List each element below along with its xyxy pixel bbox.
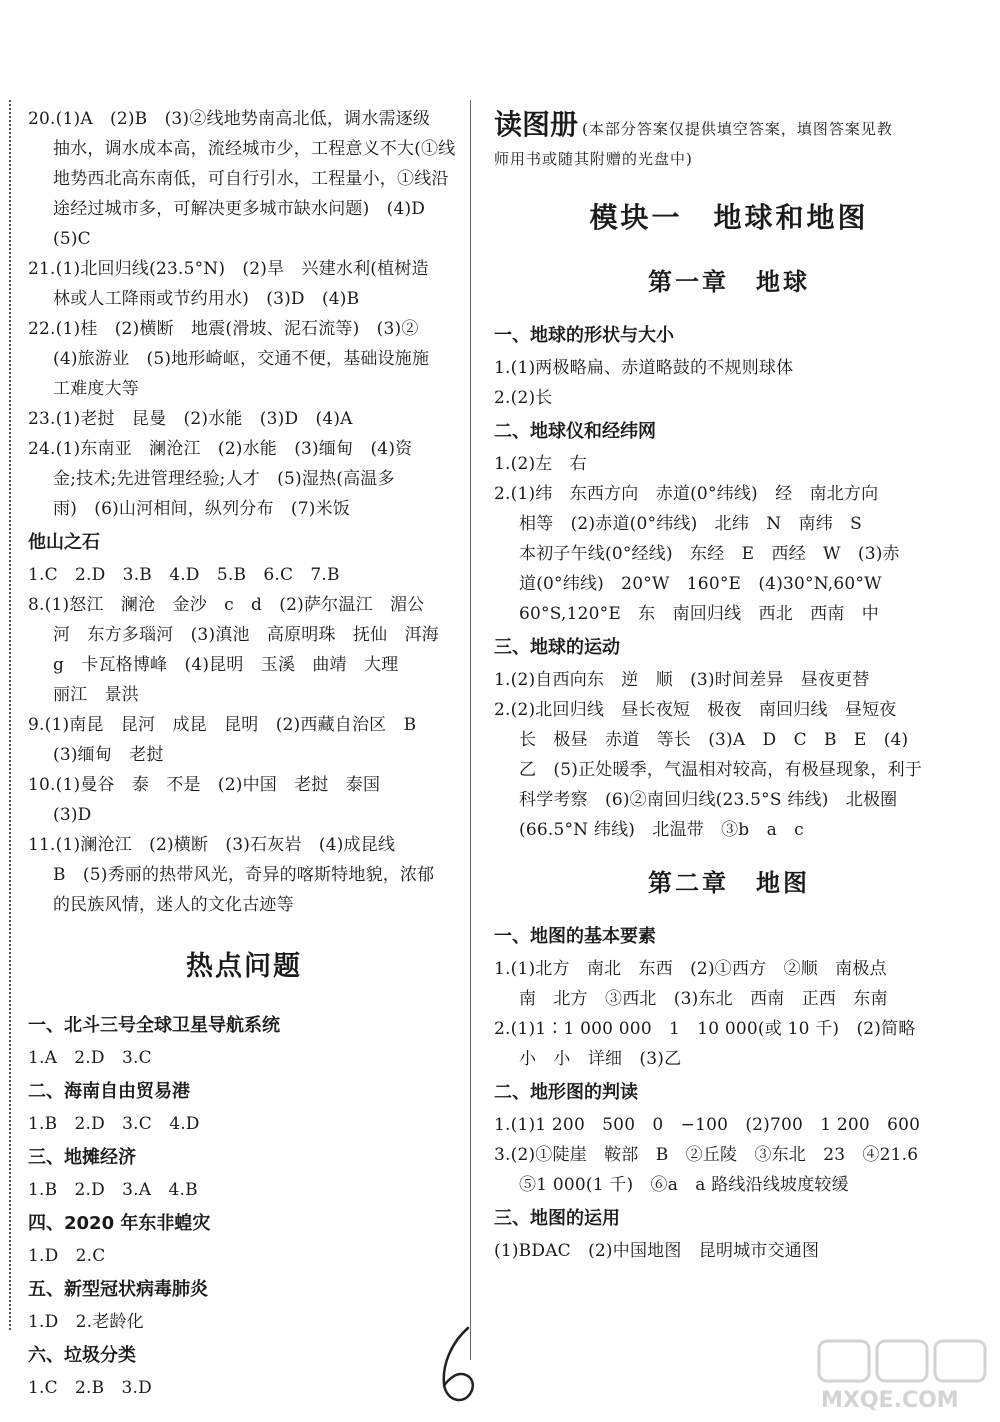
answer-line: 科学考察 (6)②南回归线(23.5°S 纬线) 北极圈 xyxy=(519,790,898,810)
answer-item xyxy=(494,449,964,479)
answer-line: 工难度大等 xyxy=(53,379,139,399)
answer-line: 抽水，调水成本高，流经城市少，工程意义不大(①线 xyxy=(53,139,456,159)
binding-fold-line xyxy=(9,100,11,1330)
section-heading: 四、2020 年东非蝗灾 xyxy=(28,1213,211,1234)
answer-item xyxy=(494,1014,964,1074)
answer-item xyxy=(28,434,460,524)
answer-line: 南 北方 ③西北 (3)东北 西南 正西 东南 xyxy=(519,989,888,1009)
section-answers: 1.B 2.D 3.A 4.B xyxy=(28,1180,198,1200)
handwritten-page-number xyxy=(430,1322,490,1412)
answer-line: 1.(1)北方 南北 东西 (2)①西方 ②顺 南极点 xyxy=(494,959,887,979)
map-book-note-cont: 师用书或随其附赠的光盘中) xyxy=(494,150,693,168)
svg-text:MXQE.COM: MXQE.COM xyxy=(821,1388,959,1413)
map-book-title: 读图册 xyxy=(494,108,579,141)
answer-line: ⑤1 000(1 千) ⑥a a 路线沿线坡度较缓 xyxy=(519,1175,849,1195)
answer-line: 1.(1)1 200 500 0 −100 (2)700 1 200 600 xyxy=(494,1115,921,1135)
answer-line: 3.(2)①陡崖 鞍部 B ②丘陵 ③东北 23 ④21.6 xyxy=(494,1145,919,1165)
answer-item xyxy=(28,590,460,710)
answer-line: 1.(2)自西向东 逆 顺 (3)时间差异 昼夜更替 xyxy=(494,670,870,690)
answer-line: 丽江 景洪 xyxy=(53,685,139,705)
answer-line: 10.(1)曼谷 泰 不是 (2)中国 老挝 泰国 xyxy=(28,775,381,795)
section-heading: 二、地球仪和经纬网 xyxy=(494,421,656,442)
answer-item xyxy=(494,383,964,413)
answer-item xyxy=(28,254,460,314)
answer-line: 24.(1)东南亚 澜沧江 (2)水能 (3)缅甸 (4)资 xyxy=(28,439,413,459)
left-column xyxy=(28,104,460,1403)
answer-item xyxy=(494,1140,964,1200)
section-answers: 1.D 2.C xyxy=(28,1246,106,1266)
section-answers: 1.B 2.D 3.C 4.D xyxy=(28,1114,200,1134)
answer-line: (3)D xyxy=(53,805,92,825)
answer-line: 22.(1)桂 (2)横断 地震(滑坡、泥石流等) (3)② xyxy=(28,319,419,339)
answer-item xyxy=(494,695,964,845)
watermark-logo xyxy=(815,1335,995,1415)
column-divider xyxy=(470,100,471,1360)
section-heading: 三、地摊经济 xyxy=(28,1147,136,1168)
map-book-header xyxy=(494,110,964,174)
section-heading: 六、垃圾分类 xyxy=(28,1345,136,1366)
section-answers: 1.A 2.D 3.C xyxy=(28,1048,152,1068)
answer-line: 雨) (6)山河相间，纵列分布 (7)米饭 xyxy=(53,499,350,519)
answer-line: 1.C 2.D 3.B 4.D 5.B 6.C 7.B xyxy=(28,565,340,585)
answer-line: 8.(1)怒江 澜沧 金沙 c d (2)萨尔温江 湄公 xyxy=(28,595,425,615)
answer-item xyxy=(494,353,964,383)
answer-line: 道(0°纬线) 20°W 160°E (4)30°N,60°W xyxy=(519,574,882,594)
hot-topics-title: 热点问题 xyxy=(186,951,302,982)
answer-line: (4)旅游业 (5)地形崎岖，交通不便，基础设施施 xyxy=(53,349,430,369)
section-heading: 五、新型冠状病毒肺炎 xyxy=(28,1279,208,1300)
chapter-title: 第一章 地球 xyxy=(648,268,810,296)
answer-line: 乙 (5)正处暖季，气温相对较高，有极昼现象，利于 xyxy=(519,760,923,780)
section-heading: 一、地图的基本要素 xyxy=(494,926,656,947)
answer-line: 2.(2)长 xyxy=(494,388,553,408)
answer-line: 60°S,120°E 东 南回归线 西北 西南 中 xyxy=(519,604,879,624)
answer-item xyxy=(28,710,460,770)
answer-line: (1)BDAC (2)中国地图 昆明城市交通图 xyxy=(494,1241,820,1261)
section-heading: 三、地图的运用 xyxy=(494,1208,620,1229)
answer-item xyxy=(28,104,460,254)
answer-line: g 卡瓦格博峰 (4)昆明 玉溪 曲靖 大理 xyxy=(53,655,399,675)
module-title: 模块一 地球和地图 xyxy=(589,201,869,234)
answer-line: 11.(1)澜沧江 (2)横断 (3)石灰岩 (4)成昆线 xyxy=(28,835,396,855)
section-heading: 一、地球的形状与大小 xyxy=(494,325,674,346)
section-answers: 1.C 2.B 3.D xyxy=(28,1378,152,1398)
answer-line: (5)C xyxy=(53,229,91,249)
answer-item xyxy=(494,479,964,629)
answer-item xyxy=(28,404,460,434)
section-heading: 一、北斗三号全球卫星导航系统 xyxy=(28,1015,280,1036)
answer-line: 林或人工降雨或节约用水) (3)D (4)B xyxy=(53,289,360,309)
answer-line: 小 小 详细 (3)乙 xyxy=(519,1049,682,1069)
answer-item xyxy=(494,954,964,1014)
answer-line: 21.(1)北回归线(23.5°N) (2)旱 兴建水利(植树造 xyxy=(28,259,429,279)
answer-line: 20.(1)A (2)B (3)②线地势南高北低，调水需逐级 xyxy=(28,109,431,129)
answer-item xyxy=(494,1236,964,1266)
section-heading: 二、海南自由贸易港 xyxy=(28,1081,190,1102)
section-heading: 他山之石 xyxy=(28,532,100,553)
section-heading: 三、地球的运动 xyxy=(494,637,620,658)
answer-line: 23.(1)老挝 昆曼 (2)水能 (3)D (4)A xyxy=(28,409,353,429)
answer-line: 的民族风情，迷人的文化古迹等 xyxy=(53,895,294,915)
answer-line: 长 极昼 赤道 等长 (3)A D C B E (4) xyxy=(519,730,909,750)
answer-line: 金;技术;先进管理经验;人才 (5)湿热(高温多 xyxy=(53,469,395,489)
answer-line: 地势西北高东南低，可自行引水，工程量小，①线沿 xyxy=(53,169,449,189)
right-column xyxy=(494,104,964,1266)
answer-item xyxy=(28,830,460,920)
answer-item xyxy=(28,770,460,830)
chapter-title: 第二章 地图 xyxy=(648,869,810,897)
answer-line: 2.(1)纬 东西方向 赤道(0°纬线) 经 南北方向 xyxy=(494,484,879,504)
answer-line: 途经过城市多，可解决更多城市缺水问题) (4)D xyxy=(53,199,426,219)
answer-line: 2.(1)1∶1 000 000 1 10 000(或 10 千) (2)简略 xyxy=(494,1019,916,1039)
answer-line: 2.(2)北回归线 昼长夜短 极夜 南回归线 昼短夜 xyxy=(494,700,897,720)
answer-line: 1.(2)左 右 xyxy=(494,454,587,474)
answer-line: 河 东方多瑙河 (3)滇池 高原明珠 抚仙 洱海 xyxy=(53,625,439,645)
answer-item xyxy=(494,665,964,695)
map-book-note: (本部分答案仅提供填空答案，填图答案见教 xyxy=(582,120,893,138)
answer-line: 相等 (2)赤道(0°纬线) 北纬 N 南纬 S xyxy=(519,514,862,534)
section-heading: 二、地形图的判读 xyxy=(494,1082,638,1103)
answer-line: (3)缅甸 老挝 xyxy=(53,745,164,765)
answer-item xyxy=(28,314,460,404)
answer-item xyxy=(494,1110,964,1140)
section-answers: 1.D 2.老龄化 xyxy=(28,1312,144,1332)
answer-line: (66.5°N 纬线) 北温带 ③b a c xyxy=(519,820,804,840)
answer-line: 1.(1)两极略扁、赤道略鼓的不规则球体 xyxy=(494,358,794,378)
answer-item xyxy=(28,560,460,590)
answer-line: 本初子午线(0°经线) 东经 E 西经 W (3)赤 xyxy=(519,544,900,564)
answer-line: B (5)秀丽的热带风光，奇异的喀斯特地貌，浓郁 xyxy=(53,865,435,885)
answer-line: 9.(1)南昆 昆河 成昆 昆明 (2)西藏自治区 B xyxy=(28,715,417,735)
